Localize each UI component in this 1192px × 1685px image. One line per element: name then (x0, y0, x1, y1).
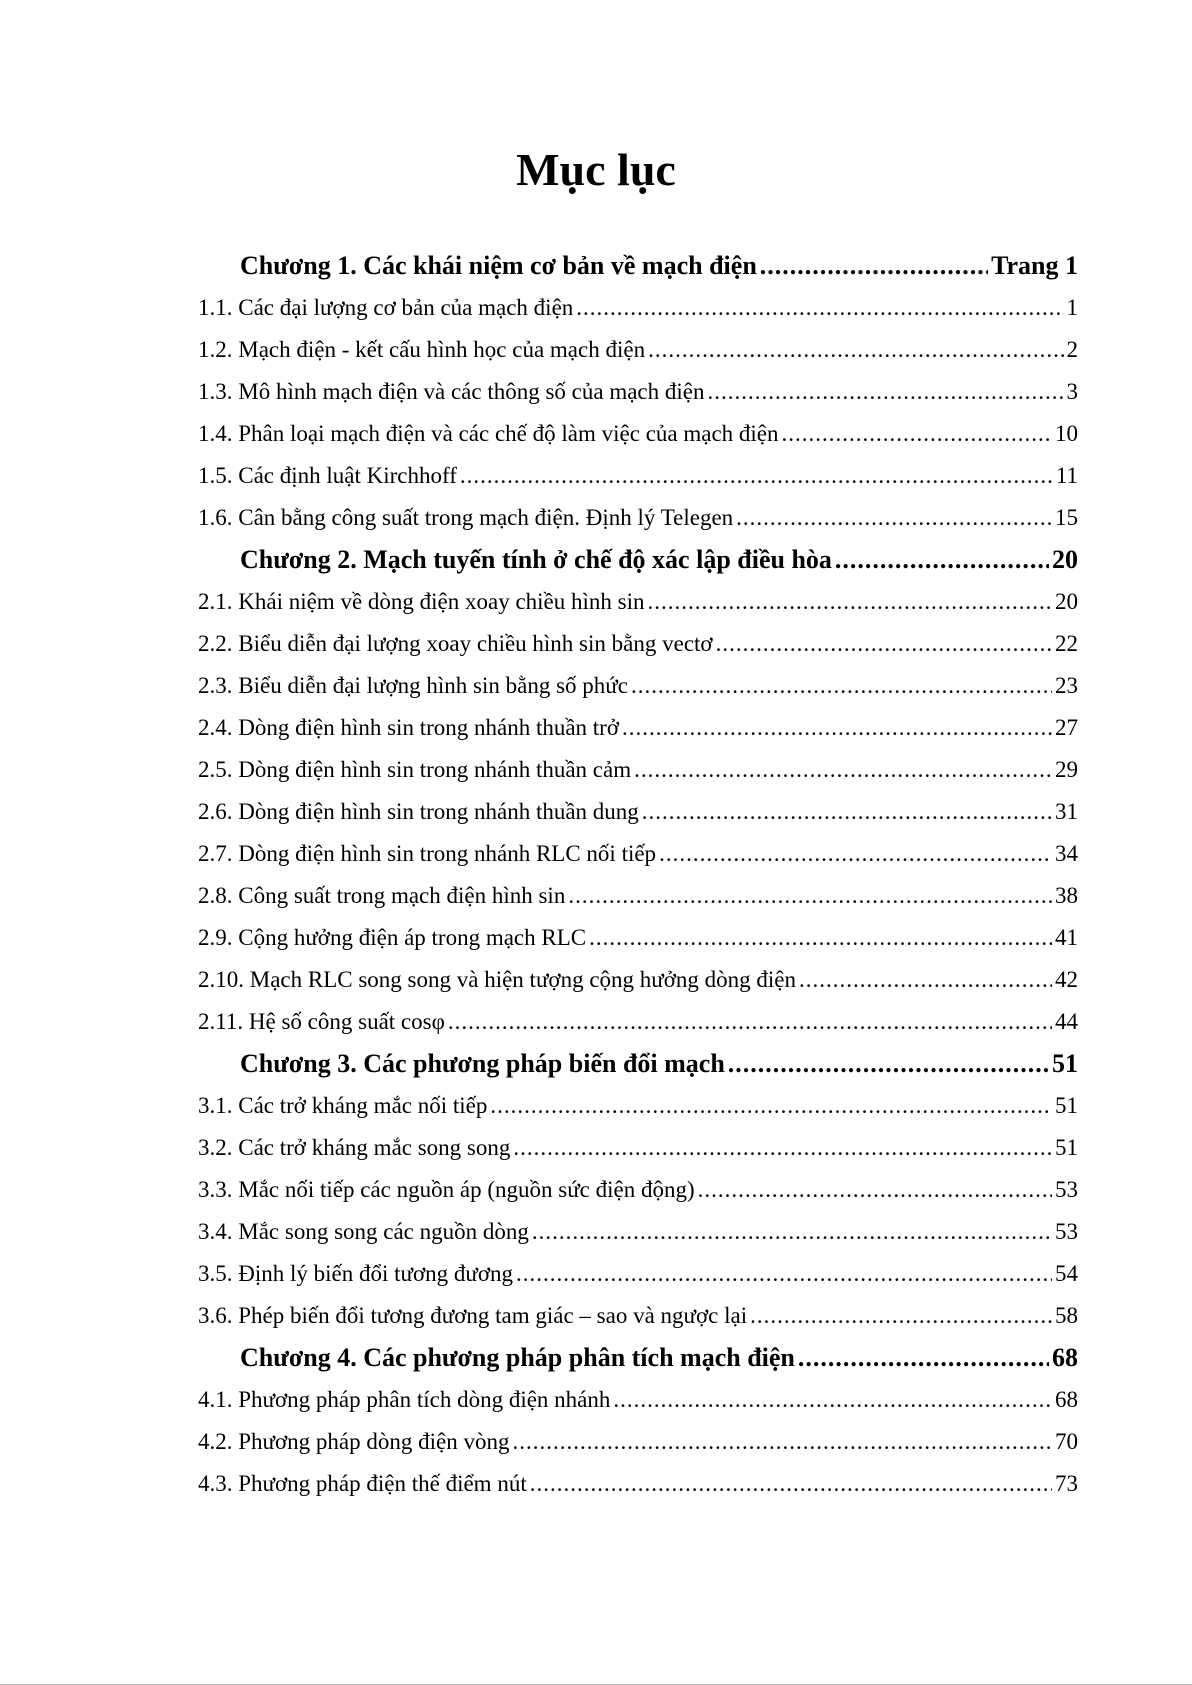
toc-entry-title: 2.4. Dòng điện hình sin trong nhánh thuần trở (198, 715, 620, 740)
toc-entry-title: 2.8. Công suất trong mạch điện hình sin (198, 883, 566, 908)
toc-page-number: 44 (1055, 1009, 1078, 1034)
toc-page-number: 54 (1055, 1261, 1078, 1286)
dot-leader (513, 1127, 1052, 1169)
toc-section-entry (198, 959, 1078, 1001)
toc-page-number: 53 (1055, 1177, 1078, 1202)
toc-section-entry (198, 1295, 1078, 1337)
toc-entry-title: Chương 2. Mạch tuyến tính ở chế độ xác lập điều hòa (240, 545, 832, 574)
toc-section-entry (198, 1001, 1078, 1043)
dot-leader (835, 539, 1049, 581)
toc-section-entry (198, 1127, 1078, 1169)
dot-leader (648, 581, 1052, 623)
dot-leader (516, 1253, 1052, 1295)
toc-chapter-entry (198, 245, 1078, 287)
dot-leader (698, 1169, 1052, 1211)
dot-leader (631, 665, 1052, 707)
toc-page-number: Trang 1 (991, 251, 1078, 280)
toc-section-entry (198, 287, 1078, 329)
toc-section-entry (198, 1463, 1078, 1505)
toc-section-entry (198, 749, 1078, 791)
toc-page-number: 3 (1066, 379, 1078, 404)
toc-entry-title: Chương 3. Các phương pháp biến đổi mạch (240, 1049, 725, 1078)
toc-page-number: 68 (1055, 1387, 1078, 1412)
dot-leader (736, 497, 1052, 539)
toc-entry-title: 2.3. Biểu diễn đại lượng hình sin bằng số phức (198, 673, 628, 698)
toc-page-number: 70 (1055, 1429, 1078, 1454)
toc-section-entry (198, 917, 1078, 959)
toc-page-number: 20 (1055, 589, 1078, 614)
dot-leader (642, 791, 1052, 833)
toc-entry-title: 1.3. Mô hình mạch điện và các thông số của mạch điện (198, 379, 705, 404)
toc-page-number: 27 (1055, 715, 1078, 740)
toc-page-number: 34 (1055, 841, 1078, 866)
toc-section-entry (198, 707, 1078, 749)
toc-entry-title: 4.1. Phương pháp phân tích dòng điện nhánh (198, 1387, 611, 1412)
dot-leader (576, 287, 1063, 329)
dot-leader (613, 1379, 1052, 1421)
toc-section-entry (198, 623, 1078, 665)
page-title: Mục lục (516, 144, 676, 195)
toc-entry-title: 3.1. Các trở kháng mắc nối tiếp (198, 1093, 488, 1118)
toc-page-number: 42 (1055, 967, 1078, 992)
toc-page-number: 10 (1055, 421, 1078, 446)
dot-leader (716, 623, 1052, 665)
toc-section-entry (198, 1085, 1078, 1127)
toc-page-number: 73 (1055, 1471, 1078, 1496)
toc-entry-title: 3.6. Phép biến đổi tương đương tam giác – sao và ngược lại (198, 1303, 748, 1328)
dot-leader (568, 875, 1052, 917)
toc-entry-title: 2.1. Khái niệm về dòng điện xoay chiều hình sin (198, 589, 645, 614)
dot-leader (760, 245, 988, 287)
dot-leader (622, 707, 1052, 749)
dot-leader (460, 455, 1053, 497)
dot-leader (589, 917, 1052, 959)
toc-entry-title: 3.3. Mắc nối tiếp các nguồn áp (nguồn sức điện động) (198, 1177, 695, 1202)
toc-page-number: 68 (1052, 1343, 1078, 1372)
toc-section-entry (198, 1253, 1078, 1295)
toc-page-number: 38 (1055, 883, 1078, 908)
toc-entry-title: 1.2. Mạch điện - kết cấu hình học của mạch điện (198, 337, 646, 362)
dot-leader (490, 1085, 1052, 1127)
toc-chapter-entry (198, 1043, 1078, 1085)
toc-entry-title: 4.3. Phương pháp điện thế điểm nút (198, 1471, 527, 1496)
toc-entry-title: 1.6. Cân bằng công suất trong mạch điện. Định lý Telegen (198, 505, 734, 530)
toc-chapter-entry (198, 539, 1078, 581)
dot-leader (782, 413, 1052, 455)
toc-entry-title: 2.7. Dòng điện hình sin trong nhánh RLC nối tiếp (198, 841, 657, 866)
toc-chapter-entry (198, 1337, 1078, 1379)
toc-section-entry (198, 413, 1078, 455)
toc-section-entry (198, 791, 1078, 833)
toc-section-entry (198, 329, 1078, 371)
toc-entry-title: 2.5. Dòng điện hình sin trong nhánh thuần cảm (198, 757, 632, 782)
toc-entry-title: 2.6. Dòng điện hình sin trong nhánh thuần dung (198, 799, 639, 824)
toc-entry-title: Chương 4. Các phương pháp phân tích mạch điện (240, 1343, 795, 1372)
toc-page-number: 22 (1055, 631, 1078, 656)
toc-page-number: 20 (1052, 545, 1078, 574)
toc-page-number: 51 (1055, 1135, 1078, 1160)
dot-leader (634, 749, 1052, 791)
toc-page-number: 2 (1066, 337, 1078, 362)
dot-leader (799, 959, 1052, 1001)
toc-page-number: 53 (1055, 1219, 1078, 1244)
toc-section-entry (198, 875, 1078, 917)
dot-leader (708, 371, 1064, 413)
toc-page-number: 58 (1055, 1303, 1078, 1328)
toc-page-number: 51 (1055, 1093, 1078, 1118)
toc-entry-title: 2.10. Mạch RLC song song và hiện tượng cộng hưởng dòng điện (198, 967, 797, 992)
toc-section-entry (198, 1211, 1078, 1253)
toc-section-entry (198, 371, 1078, 413)
toc-entry-title: 1.4. Phân loại mạch điện và các chế độ làm việc của mạch điện (198, 421, 779, 446)
toc-page-number: 29 (1055, 757, 1078, 782)
dot-leader (530, 1463, 1052, 1505)
toc-page-number: 41 (1055, 925, 1078, 950)
toc-entry-title: 3.2. Các trở kháng mắc song song (198, 1135, 511, 1160)
toc-entry-title: Chương 1. Các khái niệm cơ bản về mạch điện (240, 251, 757, 280)
toc-page-number: 11 (1055, 463, 1078, 488)
toc-section-entry (198, 581, 1078, 623)
toc-section-entry (198, 497, 1078, 539)
dot-leader (448, 1001, 1052, 1043)
toc-page-number: 15 (1055, 505, 1078, 530)
toc-page-number: 1 (1066, 295, 1078, 320)
table-of-contents (198, 245, 1078, 1505)
toc-entry-title: 1.1. Các đại lượng cơ bản của mạch điện (198, 295, 574, 320)
toc-entry-title: 1.5. Các định luật Kirchhoff (198, 463, 457, 488)
toc-section-entry (198, 833, 1078, 875)
dot-leader (798, 1337, 1049, 1379)
toc-page-number: 31 (1055, 799, 1078, 824)
toc-section-entry (198, 1421, 1078, 1463)
toc-section-entry (198, 455, 1078, 497)
dot-leader (648, 329, 1063, 371)
toc-entry-title: 3.4. Mắc song song các nguồn dòng (198, 1219, 529, 1244)
toc-page-number: 23 (1055, 673, 1078, 698)
toc-section-entry (198, 1169, 1078, 1211)
toc-entry-title: 2.2. Biểu diễn đại lượng xoay chiều hình sin bằng vectơ (198, 631, 713, 656)
toc-page-number: 51 (1052, 1049, 1078, 1078)
dot-leader (532, 1211, 1052, 1253)
dot-leader (728, 1043, 1049, 1085)
toc-section-entry (198, 665, 1078, 707)
toc-entry-title: 3.5. Định lý biến đổi tương đương (198, 1261, 514, 1286)
dot-leader (512, 1421, 1052, 1463)
toc-entry-title: 2.9. Cộng hưởng điện áp trong mạch RLC (198, 925, 587, 950)
toc-entry-title: 4.2. Phương pháp dòng điện vòng (198, 1429, 510, 1454)
dot-leader (750, 1295, 1052, 1337)
toc-section-entry (198, 1379, 1078, 1421)
dot-leader (659, 833, 1052, 875)
toc-entry-title: 2.11. Hệ số công suất cosφ (198, 1009, 445, 1034)
